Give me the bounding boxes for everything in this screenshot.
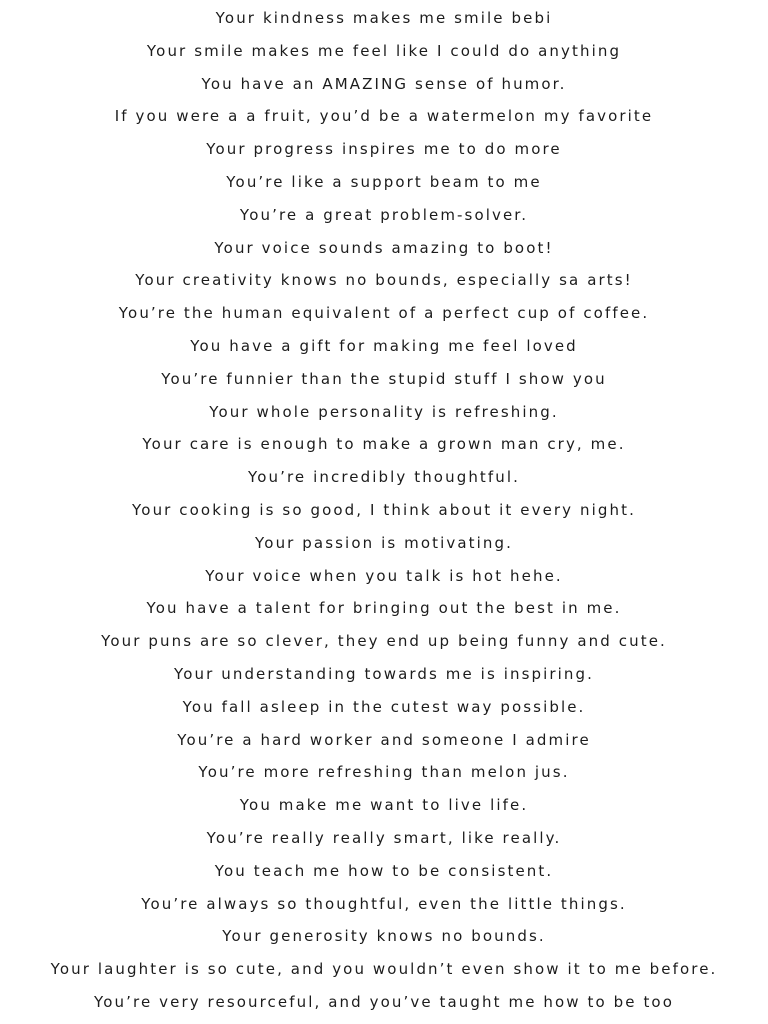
- compliment-line: You’re really really smart, like really.: [206, 828, 562, 847]
- compliment-line: If you were a a fruit, you’d be a watermelon my favorite: [114, 107, 654, 126]
- compliment-line: You’re funnier than the stupid stuff I show you: [161, 369, 607, 388]
- compliment-line: Your kindness makes me smile bebi: [215, 9, 553, 27]
- compliment-line: You have a talent for bringing out the best in me.: [146, 599, 622, 618]
- compliment-line: You’re very resourceful, and you’ve taught me how to be too: [93, 992, 674, 1011]
- compliment-line: Your creativity knows no bounds, especially sa arts!: [135, 271, 633, 290]
- compliment-list: [0, 4, 768, 1021]
- compliment-line: You have an AMAZING sense of humor.: [201, 74, 567, 93]
- compliment-line: Your smile makes me feel like I could do anything: [146, 41, 622, 60]
- compliment-line: You have a gift for making me feel loved: [190, 336, 578, 355]
- compliment-line: Your voice when you talk is hot hehe.: [205, 566, 563, 585]
- compliment-line: Your understanding towards me is inspiring.: [173, 664, 595, 683]
- compliment-line: Your whole personality is refreshing.: [209, 402, 559, 421]
- compliment-line: You’re incredibly thoughtful.: [247, 468, 521, 487]
- compliment-line: You’re more refreshing than melon jus.: [198, 763, 570, 782]
- compliment-line: Your laughter is so cute, and you wouldn’t even show it to me before.: [50, 960, 718, 979]
- compliment-line: Your voice sounds amazing to boot!: [214, 238, 554, 257]
- compliment-line: Your generosity knows no bounds.: [222, 927, 546, 946]
- compliment-line: You’re always so thoughtful, even the little things.: [141, 894, 627, 913]
- compliment-line: You teach me how to be consistent.: [214, 861, 554, 880]
- compliment-line: Your puns are so clever, they end up being funny and cute.: [101, 632, 667, 651]
- compliment-line: You’re the human equivalent of a perfect cup of coffee.: [118, 304, 650, 323]
- compliment-line: Your cooking is so good, I think about it every night.: [132, 500, 636, 519]
- compliment-line: Your care is enough to make a grown man cry, me.: [142, 435, 626, 454]
- compliment-line: You fall asleep in the cutest way possible.: [182, 697, 586, 716]
- compliment-line: Your passion is motivating.: [255, 533, 513, 552]
- compliment-line: You’re like a support beam to me: [226, 172, 542, 191]
- compliment-line: You make me want to live life.: [239, 796, 529, 815]
- compliment-line: You’re a great problem-solver.: [239, 205, 529, 224]
- compliment-line: Your progress inspires me to do more: [206, 140, 562, 159]
- compliment-line: You’re a hard worker and someone I admire: [177, 730, 591, 749]
